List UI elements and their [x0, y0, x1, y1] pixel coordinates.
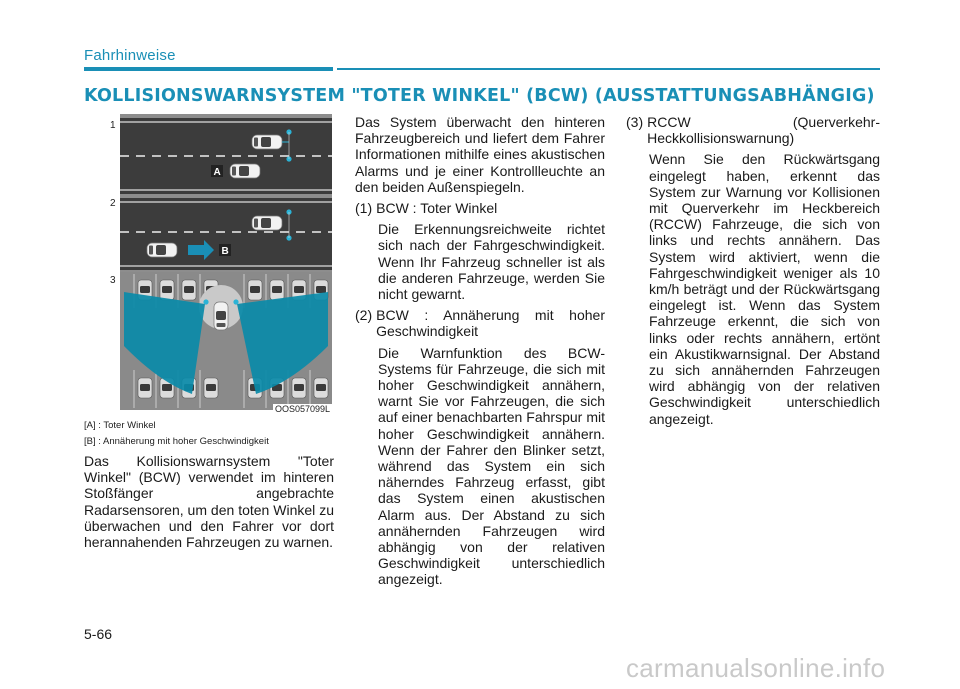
figure-code: OOS057099L [274, 404, 330, 414]
page-title: KOLLISIONSWARNSYSTEM "TOTER WINKEL" (BCW) (AUSSTATTUNGSABHÄNGIG) [84, 86, 875, 106]
marker-2: 2 [110, 198, 116, 209]
sensor-icon [203, 299, 208, 304]
item-title: BCW : Annäherung mit hoher Geschwindigkeit [376, 307, 605, 340]
marker-1: 1 [110, 120, 116, 131]
item-3-body: Wenn Sie den Rückwärtsgang eingelegt haben, erkennt das System zur Warnung vor Kollisionen mit Querverkehr im Heckbereich (RCCW) Fahrzeuge, die sich von links und rechts annähern. Das System wird aktiviert, wenn die Fahrgeschwindigkeit weniger als 10 km/h beträgt und der Rückwärtsgang eingelegt ist. Wenn das System Fahrzeuge erkennt, die sich von links oder rechts annähern, ertönt ein Akustikwarnsignal. Der Abstand zu sich annähernden Fahrzeugen wird abhängig von der relativen Geschwindigkeit unterschiedlich angezeigt. [649, 151, 880, 427]
bcw-illustration [84, 112, 334, 416]
page-number: 5-66 [84, 626, 113, 642]
road-scene-1 [120, 118, 332, 194]
item-number: (2) [355, 307, 373, 324]
column-1 [84, 453, 334, 550]
parking-scene-3 [120, 272, 332, 410]
label-b: B [221, 246, 229, 257]
caption-b: [B] : Annäherung mit hoher Geschwindigkeit [84, 436, 269, 447]
item-1-heading [355, 200, 605, 216]
caption-a: [A] : Toter Winkel [84, 420, 156, 431]
car-icon [252, 216, 282, 230]
marker-3: 3 [110, 275, 116, 286]
item-number: (1) [355, 200, 373, 217]
item-title: BCW : Toter Winkel [376, 200, 498, 217]
car-icon [252, 135, 282, 149]
column-2 [355, 114, 605, 588]
car-icon [147, 243, 177, 257]
item-title: RCCW (Querverkehr-Heckkollisionswarnung) [647, 114, 880, 147]
sensor-icon [233, 299, 238, 304]
label-a: A [213, 167, 221, 178]
intro-paragraph: Das Kollisionswarnsystem "Toter Winkel" (BCW) verwendet im hinteren Stoßfänger angebrachte Radarsensoren, um den toten Winkel zu überwachen und den Fahrer vor dort herannahenden Fahrzeugen zu warnen. [84, 453, 334, 551]
header-rule-thick [84, 67, 333, 71]
item-1-body: Die Erkennungsreichweite richtet sich nach der Fahrgeschwindigkeit. Wenn Ihr Fahrzeug schneller ist als die anderen Fahrzeuge, werden Sie nicht gewarnt. [378, 221, 605, 303]
car-icon [230, 164, 260, 178]
header-rule-thin [337, 68, 880, 70]
watermark: carmanualsonline.info [626, 653, 886, 683]
road-scene-2 [120, 198, 332, 270]
item-2-heading [355, 307, 605, 339]
system-overview-paragraph: Das System überwacht den hinteren Fahrzeugbereich und liefert dem Fahrer Informationen mithilfe eines akustischen Alarms und je einer Kontrollleuchte an den beiden Außenspiegeln. [355, 114, 605, 195]
column-3 [626, 114, 880, 427]
item-number: (3) [626, 114, 644, 130]
item-2-body: Die Warnfunktion des BCW-Systems für Fahrzeuge, die sich mit hoher Geschwindigkeit annähern, warnt Sie vor Fahrzeugen, die sich auf einer benachbarten Fahrspur mit hoher Geschwindigkeit annähern. Wenn der Fahrer den Blinker setzt, während das System ein sich näherndes Fahrzeug erfasst, gibt das System einen akustischen Alarm aus. Der Abstand zu sich annähernden Fahrzeugen wird abhängig von der relativen Geschwindigkeit unterschiedlich angezeigt. [378, 344, 605, 588]
section-label: Fahrhinweise [84, 47, 176, 64]
own-car-icon [214, 302, 228, 330]
item-3-heading [626, 114, 880, 146]
